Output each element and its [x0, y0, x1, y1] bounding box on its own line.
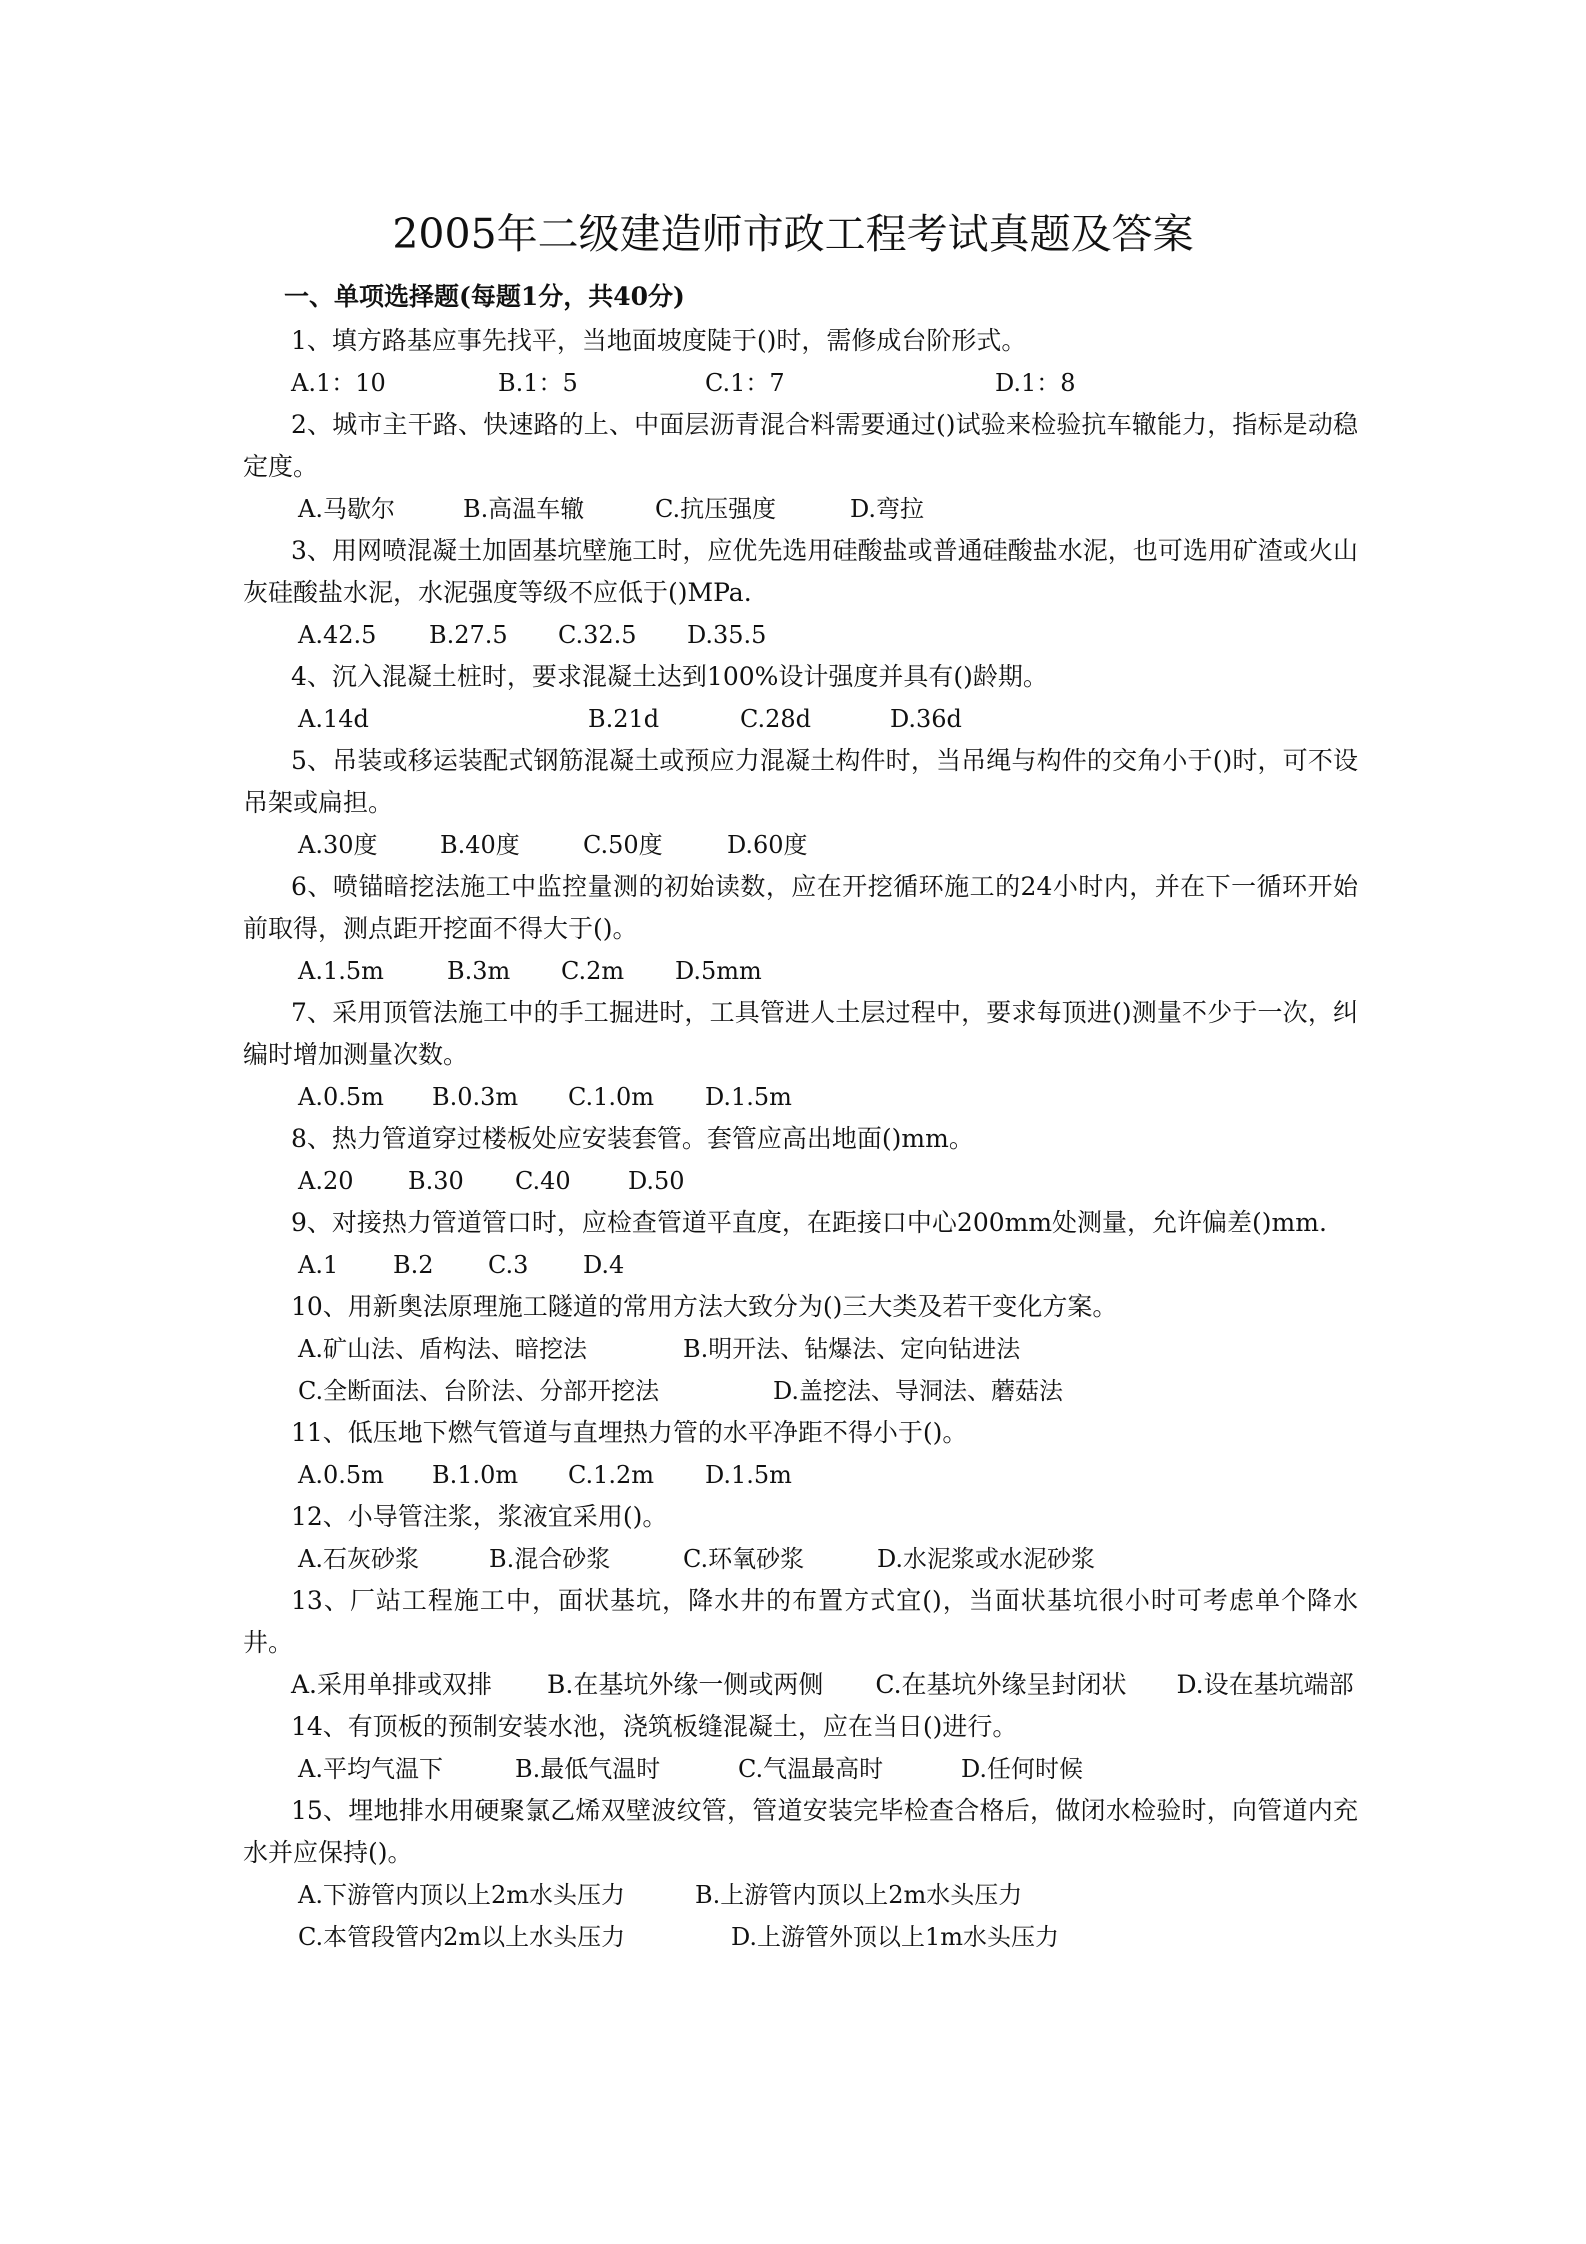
question-5-option: A.30度 [298, 831, 378, 859]
question-8-options [243, 1160, 1358, 1202]
question-11-option: C.1.2m [568, 1461, 655, 1489]
question-2-option: C.抗压强度 [655, 495, 777, 523]
question-3-stem: 3、用网喷混凝土加固基坑壁施工时，应优先选用硅酸盐或普通硅酸盐水泥，也可选用矿渣或火山灰硅酸盐水泥，水泥强度等级不应低于()MPa. [243, 536, 1358, 607]
question-4-option: C.28d [740, 705, 812, 733]
question-11-option: A.0.5m [298, 1461, 384, 1489]
question-4-option: A.14d [298, 705, 369, 733]
question-11-option: B.1.0m [432, 1461, 519, 1489]
question-10-option: B.明开法、钻爆法、定向钻进法 [683, 1335, 1021, 1363]
question-15-option: C.本管段管内2m以上水头压力 [298, 1923, 626, 1951]
question-3-option: A.42.5 [298, 621, 377, 649]
question-11-option: D.1.5m [705, 1461, 792, 1489]
question-6-option: B.3m [447, 957, 511, 985]
question-1-option: D.1：8 [995, 369, 1076, 397]
question-15-option: B.上游管内顶以上2m水头压力 [695, 1881, 1023, 1909]
question-14-options [243, 1748, 1358, 1790]
question-12-stem: 12、小导管注浆，浆液宜采用()。 [291, 1502, 668, 1531]
question-7-stem: 7、采用顶管法施工中的手工掘进时，工具管进人土层过程中，要求每顶进()测量不少于一次，纠编时增加测量次数。 [243, 998, 1358, 1069]
section-heading: 一、单项选择题(每题1分，共40分) [284, 282, 685, 311]
question-14-option: B.最低气温时 [515, 1755, 661, 1783]
question-5-stem: 5、吊装或移运装配式钢筋混凝土或预应力混凝土构件时，当吊绳与构件的交角小于()时，可不设吊架或扁担。 [243, 746, 1358, 817]
question-13-options [243, 1664, 1358, 1706]
question-8-option: C.40 [515, 1167, 571, 1195]
question-6-option: D.5mm [675, 957, 762, 985]
question-5-option: D.60度 [727, 831, 808, 859]
question-12-options [243, 1538, 1358, 1580]
question-8-option: B.30 [408, 1167, 464, 1195]
question-7-option: B.0.3m [432, 1083, 519, 1111]
question-1-option: A.1：10 [291, 369, 386, 397]
question-3-option: C.32.5 [558, 621, 637, 649]
question-6-option: A.1.5m [298, 957, 384, 985]
question-13-stem: 13、厂站工程施工中，面状基坑，降水井的布置方式宜()，当面状基坑很小时可考虑单个降水井。 [243, 1586, 1358, 1657]
question-15-stem: 15、埋地排水用硬聚氯乙烯双壁波纹管，管道安装完毕检查合格后，做闭水检验时，向管道内充水并应保持()。 [243, 1796, 1358, 1867]
question-2-option: A.马歇尔 [298, 495, 395, 523]
question-10-option: A.矿山法、盾构法、暗挖法 [298, 1335, 587, 1363]
question-4-option: B.21d [588, 705, 660, 733]
question-4-stem: 4、沉入混凝土桩时，要求混凝土达到100%设计强度并具有()龄期。 [291, 662, 1048, 691]
question-13-option: B.在基坑外缘一侧或两侧 [547, 1670, 824, 1699]
question-13-option: D.设在基坑端部 [1176, 1670, 1354, 1699]
question-2-stem: 2、城市主干路、快速路的上、中面层沥青混合料需要通过()试验来检验抗车辙能力，指标是动稳定度。 [243, 410, 1358, 481]
question-9-option: B.2 [393, 1251, 434, 1279]
question-14-option: D.任何时候 [961, 1755, 1084, 1783]
question-6-option: C.2m [561, 957, 625, 985]
question-7-option: D.1.5m [705, 1083, 792, 1111]
question-14-stem: 14、有顶板的预制安装水池，浇筑板缝混凝土，应在当日()进行。 [291, 1712, 1018, 1741]
question-11-stem: 11、低压地下燃气管道与直埋热力管的水平净距不得小于()。 [291, 1418, 968, 1447]
question-10-options-row-1 [243, 1328, 1358, 1370]
question-12-option: B.混合砂浆 [489, 1545, 611, 1573]
question-15-option: D.上游管外顶以上1m水头压力 [731, 1923, 1060, 1951]
question-14-option: C.气温最高时 [738, 1755, 884, 1783]
question-2-option: B.高温车辙 [463, 495, 585, 523]
question-1-option: B.1：5 [498, 369, 578, 397]
question-9-option: D.4 [583, 1251, 625, 1279]
question-8-stem: 8、热力管道穿过楼板处应安装套管。套管应高出地面()mm。 [291, 1124, 974, 1153]
question-10-options-row-2 [243, 1370, 1358, 1412]
question-10-stem: 10、用新奥法原理施工隧道的常用方法大致分为()三大类及若干变化方案。 [291, 1292, 1118, 1321]
question-12-option: D.水泥浆或水泥砂浆 [877, 1545, 1096, 1573]
question-15-options-row-1 [243, 1874, 1358, 1916]
question-4-options [243, 698, 1358, 740]
question-9-stem: 9、对接热力管道管口时，应检查管道平直度，在距接口中心200mm处测量，允许偏差()mm. [291, 1208, 1327, 1237]
question-10-option: D.盖挖法、导洞法、蘑菇法 [773, 1377, 1064, 1405]
question-3-options [243, 614, 1358, 656]
question-5-option: B.40度 [440, 831, 520, 859]
question-13-option: A.采用单排或双排 [291, 1670, 493, 1699]
question-15-options-row-2 [243, 1916, 1358, 1958]
question-1-stem: 1、填方路基应事先找平，当地面坡度陡于()时，需修成台阶形式。 [291, 326, 1027, 355]
question-9-options [243, 1244, 1358, 1286]
question-7-option: C.1.0m [568, 1083, 655, 1111]
question-8-option: D.50 [628, 1167, 685, 1195]
question-4-option: D.36d [890, 705, 962, 733]
question-list [243, 320, 1358, 1958]
question-11-options [243, 1454, 1358, 1496]
question-1-option: C.1：7 [705, 369, 785, 397]
question-5-options [243, 824, 1358, 866]
question-13-option: C.在基坑外缘呈封闭状 [875, 1670, 1127, 1699]
question-7-option: A.0.5m [298, 1083, 384, 1111]
question-15-option: A.下游管内顶以上2m水头压力 [298, 1881, 625, 1909]
question-8-option: A.20 [298, 1167, 354, 1195]
question-3-option: D.35.5 [687, 621, 767, 649]
question-12-option: C.环氧砂浆 [683, 1545, 805, 1573]
question-3-option: B.27.5 [429, 621, 508, 649]
question-1-options [243, 362, 1358, 404]
question-7-options [243, 1076, 1358, 1118]
question-2-options [243, 488, 1358, 530]
question-6-stem: 6、喷锚暗挖法施工中监控量测的初始读数，应在开挖循环施工的24小时内，并在下一循环开始前取得，测点距开挖面不得大于()。 [243, 872, 1358, 943]
question-9-option: C.3 [488, 1251, 529, 1279]
question-14-option: A.平均气温下 [298, 1755, 443, 1783]
page-title: 2005年二级建造师市政工程考试真题及答案 [392, 210, 1194, 258]
question-2-option: D.弯拉 [850, 495, 925, 523]
question-5-option: C.50度 [583, 831, 663, 859]
question-10-option: C.全断面法、台阶法、分部开挖法 [298, 1377, 660, 1405]
question-6-options [243, 950, 1358, 992]
question-9-option: A.1 [298, 1251, 339, 1279]
question-12-option: A.石灰砂浆 [298, 1545, 419, 1573]
